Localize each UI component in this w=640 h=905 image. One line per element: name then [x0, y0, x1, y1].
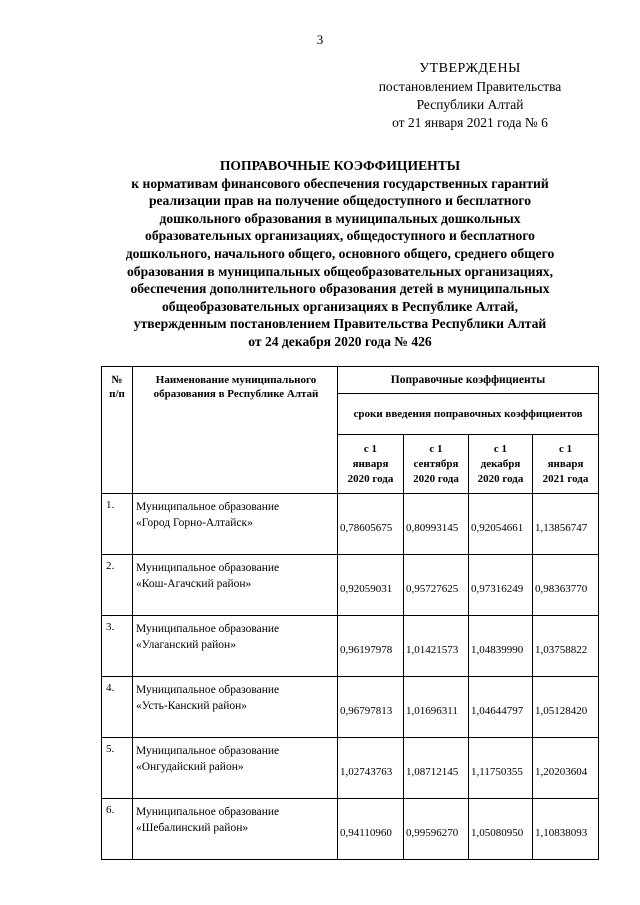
approval-line: Республики Алтай	[416, 97, 524, 112]
header-number	[102, 367, 133, 494]
coefficient-cell: 1,20203604	[533, 738, 599, 799]
municipality-type: Муниципальное образование	[136, 806, 280, 818]
date-line: 2020 года	[477, 472, 524, 485]
header-date-col	[404, 435, 469, 494]
coefficient-cell: 1,03758822	[533, 616, 599, 677]
coefficient-cell: 1,02743763	[338, 738, 404, 799]
row-number: 1.	[102, 494, 133, 555]
table-row	[102, 555, 599, 616]
table-row	[102, 799, 599, 860]
date-line: с 1	[493, 442, 508, 455]
title-heading: ПОПРАВОЧНЫЕ КОЭФФИЦИЕНТЫ	[219, 158, 461, 173]
coefficient-cell: 1,01696311	[404, 677, 469, 738]
date-line: с 1	[363, 442, 378, 455]
document-title	[90, 157, 590, 351]
title-line: реализации прав на получение общедоступного и бесплатного	[148, 193, 532, 209]
title-line: утвержденным постановлением Правительства Республики Алтай	[133, 316, 547, 332]
date-line: января	[352, 457, 389, 470]
coefficient-cell: 0,92054661	[469, 494, 533, 555]
header-number-sign: №	[111, 374, 123, 386]
municipality-type: Муниципальное образование	[136, 562, 280, 574]
header-date-col	[338, 435, 404, 494]
date-line: декабря	[480, 457, 521, 470]
row-municipality	[133, 555, 338, 616]
header-terms: сроки введения поправочных коэффициентов	[338, 394, 599, 435]
municipality-name: «Онгудайский район»	[136, 761, 244, 773]
header-municipality: Наименование муниципального образования в Республике Алтай	[133, 367, 338, 494]
header-coefficients: Поправочные коэффициенты	[338, 367, 599, 394]
header-date-col	[533, 435, 599, 494]
title-line: образования в муниципальных общеобразовательных организациях,	[127, 263, 553, 279]
date-line: января	[547, 457, 584, 470]
approval-stamp	[355, 60, 585, 132]
coefficient-cell: 0,99596270	[404, 799, 469, 860]
municipality-type: Муниципальное образование	[136, 623, 280, 635]
coefficient-cell: 1,05128420	[533, 677, 599, 738]
table-row	[102, 677, 599, 738]
coefficient-cell: 1,08712145	[404, 738, 469, 799]
row-municipality	[133, 616, 338, 677]
coefficient-cell: 1,04839990	[469, 616, 533, 677]
row-municipality	[133, 677, 338, 738]
municipality-name: «Город Горно-Алтайск»	[136, 517, 253, 529]
municipality-name: «Улаганский район»	[136, 639, 236, 651]
row-number: 5.	[102, 738, 133, 799]
row-number: 6.	[102, 799, 133, 860]
row-number: 3.	[102, 616, 133, 677]
date-line: 2021 года	[542, 472, 589, 485]
coefficient-cell: 1,11750355	[469, 738, 533, 799]
table-row	[102, 494, 599, 555]
municipality-name: «Шебалинский район»	[136, 822, 249, 834]
coefficient-cell: 0,78605675	[338, 494, 404, 555]
coefficient-cell: 1,13856747	[533, 494, 599, 555]
row-municipality	[133, 738, 338, 799]
date-line: 2020 года	[413, 472, 459, 485]
approval-line: от 21 января 2021 года № 6	[392, 115, 548, 130]
coefficient-cell: 0,97316249	[469, 555, 533, 616]
date-line: сентября	[413, 457, 459, 470]
coefficient-cell: 0,92059031	[338, 555, 404, 616]
row-municipality	[133, 799, 338, 860]
header-number-label: п/п	[109, 388, 125, 400]
row-number: 2.	[102, 555, 133, 616]
coefficient-cell: 1,05080950	[469, 799, 533, 860]
title-line: общеобразовательных организациях в Республике Алтай,	[161, 298, 519, 314]
coefficient-cell: 0,96197978	[338, 616, 404, 677]
title-line: обеспечения дополнительного образования детей в муниципальных	[130, 281, 550, 297]
municipality-type: Муниципальное образование	[136, 745, 280, 757]
date-line: с 1	[429, 442, 443, 455]
row-number: 4.	[102, 677, 133, 738]
approval-line: постановлением Правительства	[378, 79, 562, 94]
municipality-type: Муниципальное образование	[136, 501, 280, 513]
table-row	[102, 738, 599, 799]
title-line: от 24 декабря 2020 года № 426	[248, 333, 432, 349]
title-line: дошкольного, начального общего, основного общего, среднего общего	[125, 245, 555, 261]
coefficients-table	[101, 366, 599, 860]
page-number: 3	[316, 32, 324, 47]
coefficient-cell: 0,95727625	[404, 555, 469, 616]
coefficient-cell: 1,10838093	[533, 799, 599, 860]
coefficient-cell: 0,80993145	[404, 494, 469, 555]
table-row	[102, 616, 599, 677]
coefficient-cell: 0,94110960	[338, 799, 404, 860]
municipality-name: «Кош-Агачский район»	[136, 578, 252, 590]
title-line: дошкольного образования в муниципальных дошкольных	[159, 210, 521, 226]
title-line: образовательных организациях, общедоступного и бесплатного	[145, 228, 535, 244]
municipality-type: Муниципальное образование	[136, 684, 280, 696]
municipality-name: «Усть-Канский район»	[136, 700, 248, 712]
header-date-col	[469, 435, 533, 494]
title-line: к нормативам финансового обеспечения государственных гарантий	[131, 175, 549, 191]
coefficient-cell: 1,01421573	[404, 616, 469, 677]
date-line: с 1	[558, 442, 573, 455]
coefficient-cell: 0,96797813	[338, 677, 404, 738]
row-municipality	[133, 494, 338, 555]
date-line: 2020 года	[347, 472, 394, 485]
coefficient-cell: 0,98363770	[533, 555, 599, 616]
approval-title: УТВЕРЖДЕНЫ	[419, 61, 521, 76]
coefficient-cell: 1,04644797	[469, 677, 533, 738]
